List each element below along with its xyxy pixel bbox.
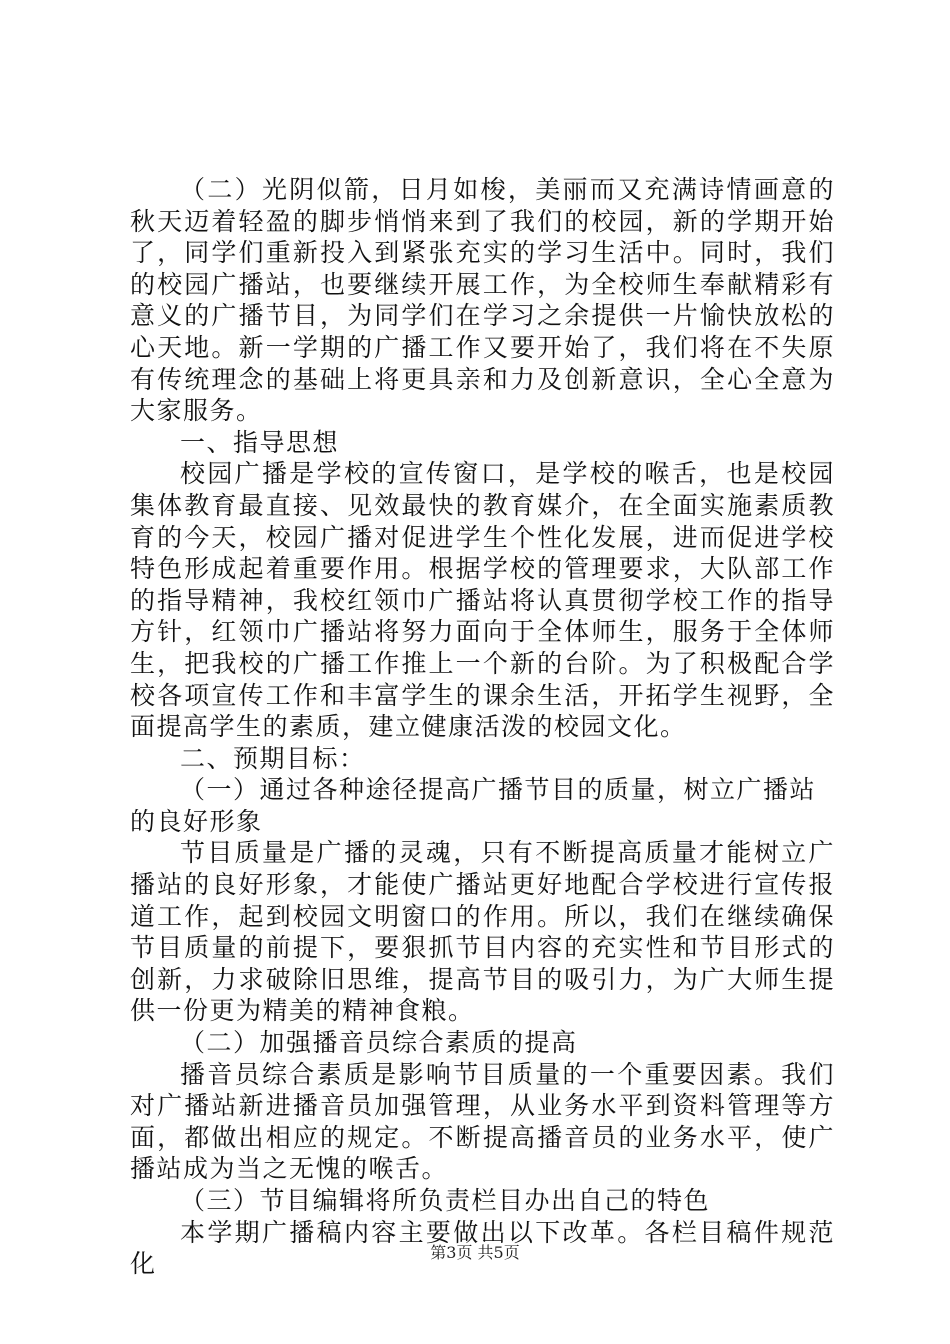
- paragraph-goal-one: 节目质量是广播的灵魂，只有不断提高质量才能树立广播站的良好形象，才能使广播站更好地配合学校进行宣传报道工作，起到校园文明窗口的作用。所以，我们在继续确保节目质量的前提下，要狠抓节目内容的充实性和节目形式的创新，力求破除旧思维，提高节目的吸引力，为广大师生提供一份更为精美的精神食粮。: [130, 838, 835, 1026]
- subheading-goal-two: （二）加强播音员综合素质的提高: [180, 1028, 578, 1058]
- subheading-goal-one: （一）通过各种途径提高广播节目的质量，树立广播站的良好形象: [130, 775, 817, 836]
- document-body: [130, 174, 835, 1280]
- paragraph-goal-three: 本学期广播稿内容主要做出以下改革。各栏目稿件规范化: [130, 1217, 835, 1279]
- page-number-footer: 第3页 共5页: [430, 1243, 520, 1262]
- heading-guiding-ideology: 一、指导思想: [180, 427, 340, 457]
- paragraph-intro: （二）光阴似箭，日月如梭，美丽而又充满诗情画意的秋天迈着轻盈的脚步悄悄来到了我们的校园，新的学期开始了，同学们重新投入到紧张充实的学习生活中。同时，我们的校园广播站，也要继续开展工作，为全校师生奉献精彩有意义的广播节目，为同学们在学习之余提供一片愉快放松的心天地。新一学期的广播工作又要开始了，我们将在不失原有传统理念的基础上将更具亲和力及创新意识，全心全意为大家服务。: [130, 175, 835, 426]
- paragraph-goal-two: 播音员综合素质是影响节目质量的一个重要因素。我们对广播站新进播音员加强管理，从业务水平到资料管理等方面，都做出相应的规定。不断提高播音员的业务水平，使广播站成为当之无愧的喉舌。: [130, 1059, 835, 1184]
- paragraph-guiding-ideology: 校园广播是学校的宣传窗口，是学校的喉舌，也是校园集体教育最直接、见效最快的教育媒介，在全面实施素质教育的今天，校园广播对促进学生个性化发展，进而促进学校特色形成起着重要作用。根据学校的管理要求，大队部工作的指导精神，我校红领巾广播站将认真贯彻学校工作的指导方针，红领巾广播站将努力面向于全体师生，服务于全体师生，把我校的广播工作推上一个新的台阶。为了积极配合学校各项宣传工作和丰富学生的课余生活，开拓学生视野，全面提高学生的素质，建立健康活泼的校园文化。: [130, 459, 835, 742]
- heading-expected-goals: 二、预期目标：: [180, 743, 366, 773]
- subheading-goal-three: （三）节目编辑将所负责栏目办出自己的特色: [180, 1186, 711, 1215]
